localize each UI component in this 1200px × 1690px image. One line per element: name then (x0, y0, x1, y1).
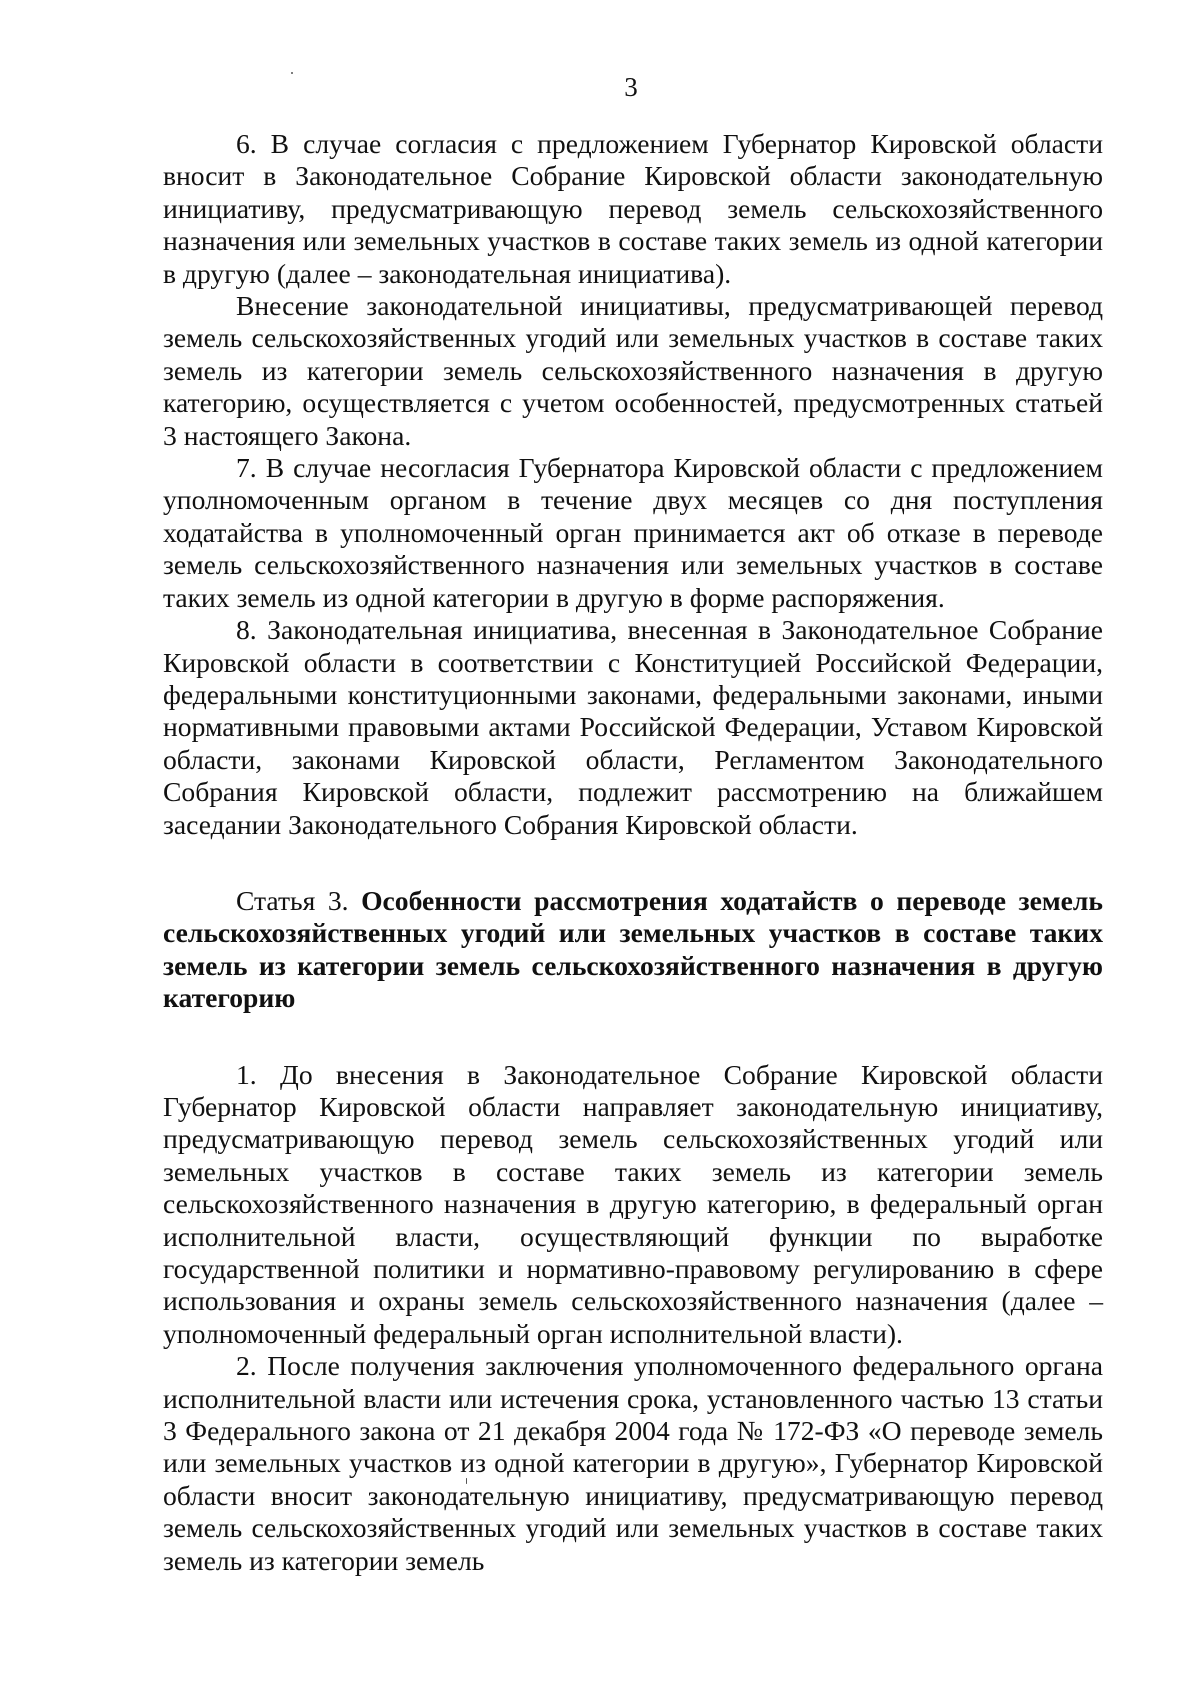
article-3-paragraph-1: 1. До внесения в Законодательное Собрание Кировской области Губернатор Кировской области направляет законодательную инициативу, предусматривающую перевод земель сельскохозяйственных угодий или земельных участков в составе таких земель из категории земель сельскохозяйственного назначения в другую категорию, в федеральный орган исполнительной власти, осуществляющий функции по выработке государственной политики и нормативно-правовому регулированию в сфере использования и охраны земель сельскохозяйственного назначения (далее – уполномоченный федеральный орган исполнительной власти). (163, 1058, 1103, 1349)
document-body (163, 128, 1103, 1577)
paragraph-6-continuation: Внесение законодательной инициативы, предусматривающей перевод земель сельскохозяйственных угодий или земельных участков в составе таких земель из категории земель сельскохозяйственного назначения в другую категорию, осуществляется с учетом особенностей, предусмотренных статьей 3 настоящего Закона. (163, 290, 1103, 451)
paragraph-8: 8. Законодательная инициатива, внесенная в Законодательное Собрание Кировской области в соответствии с Конституцией Российской Федерации, федеральными конституционными законами, федеральными законами, иными нормативными правовыми актами Российской Федерации, Уставом Кировской области, законами Кировской области, Регламентом Законодательного Собрания Кировской области, подлежит рассмотрению на ближайшем заседании Законодательного Собрания Кировской области. (163, 614, 1103, 840)
page-number: 3 (624, 72, 638, 102)
article-heading (163, 885, 1103, 1015)
paragraph-6: 6. В случае согласия с предложением Губернатор Кировской области вносит в Законодательное Собрание Кировской области законодательную инициативу, предусматривающую перевод земель сельскохозяйственного назначения или земельных участков в составе таких земель из одной категории в другую (далее – законодательная инициатива). (163, 128, 1103, 289)
paragraph-7: 7. В случае несогласия Губернатора Кировской области с предложением уполномоченным органом в течение двух месяцев со дня поступления ходатайства в уполномоченный орган принимается акт об отказе в переводе земель сельскохозяйственного назначения или земельных участков в составе таких земель из одной категории в другую в форме распоряжения. (163, 452, 1103, 613)
article-title: Особенности рассмотрения ходатайств о переводе земель сельскохозяйственных угодий или земельных участков в составе таких земель из категории земель сельскохозяйственного назначения в другую категорию (163, 884, 1103, 1014)
article-3-paragraph-2: 2. После получения заключения уполномоченного федерального органа исполнительной власти или истечения срока, установленного частью 13 статьи 3 Федерального закона от 21 декабря 2004 года № 172-ФЗ «О переводе земель или земельных участков из одной категории в другую», Губернатор Кировской области вносит законодательную инициативу, предусматривающую перевод земель сельскохозяйственных угодий или земельных участков в составе таких земель из категории земель (163, 1350, 1103, 1576)
article-label: Статья 3. (236, 884, 349, 916)
